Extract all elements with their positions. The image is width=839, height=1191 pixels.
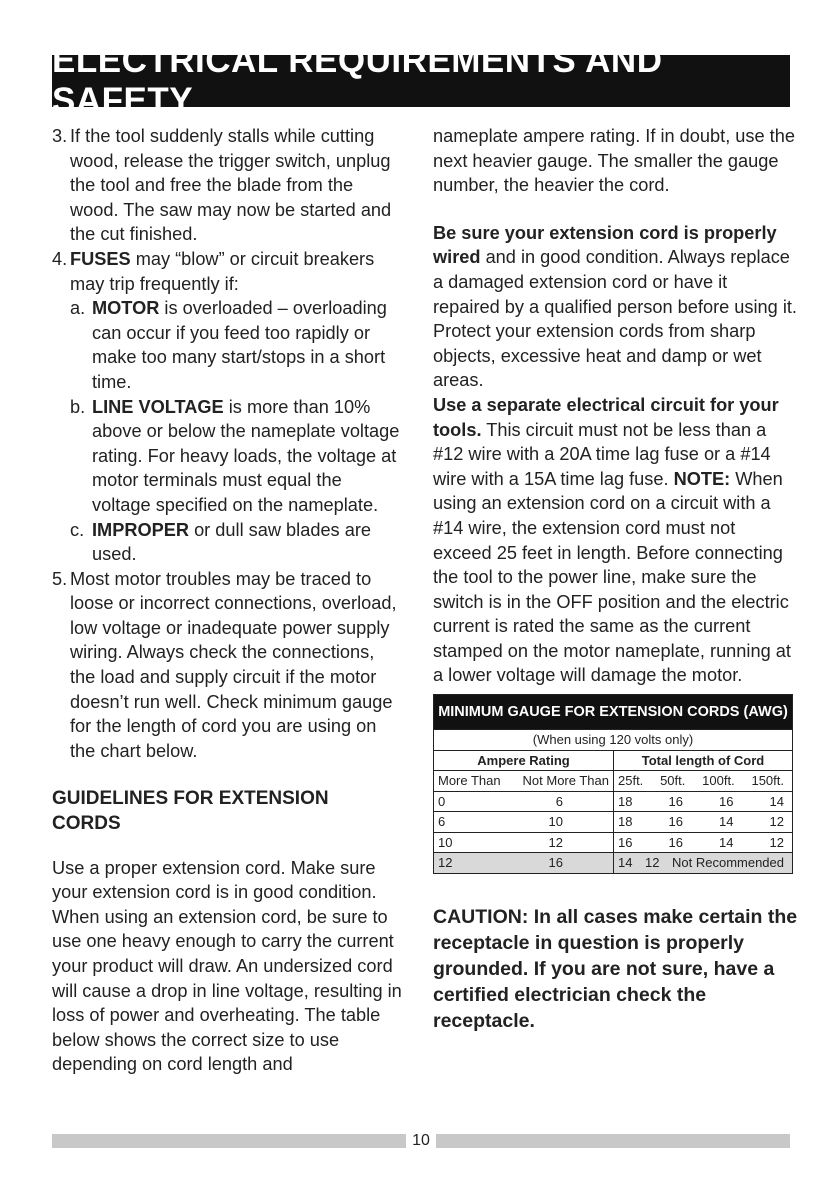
circuit-paragraph: Use a separate electrical circuit for your tools. This circuit must not be less than a #12 wire with a 20A time lag fuse or a #14 wire with a 15A time lag fuse. NOTE: When using an extension cord on a circuit with a #14 wire, the extension cord must not exceed 25 feet in length. Before connecting the tool to the power line, make sure the switch is in the OFF position and the electric current is rated the same as the current stamped on the motor nameplate, running at a lower voltage will damage the motor. — [433, 394, 791, 686]
section-heading: GUIDELINES FOR EXTENSION CORDS — [52, 788, 329, 835]
page-number: 10 — [412, 1132, 430, 1149]
guidelines-text: Use a proper extension cord. Make sure your extension cord is in good condition. When using an extension cord, be sure to use one heavy enough to carry the current your product will draw. An undersized cord will cause a drop in line voltage, resulting in loss of power and overheating. The table below shows the correct size to use depending on cord length and — [52, 857, 402, 1075]
list-item-4a: a. MOTOR is overloaded – overloading can occur if you feed too rapidly or make too many start/stops in a short time. — [70, 298, 387, 392]
left-column — [52, 124, 402, 1077]
table-row: 12 16 14 12 Not Recommended — [434, 852, 792, 873]
list-item-4b: b. LINE VOLTAGE is more than 10% above or below the nameplate voltage rating. For heavy loads, the voltage at motor terminals must equal the voltage specified on the nameplate. — [70, 396, 400, 515]
table-title: MINIMUM GAUGE FOR EXTENSION CORDS (AWG) — [434, 695, 792, 729]
list-item-5: 5. Most motor troubles may be traced to loose or incorrect connections, overload, low voltage or inadequate power supply wiring. Always check the connections, the load and supply circuit if the motor doesn’t run well. Check minimum gauge for the length of cord you are using on the chart below. — [52, 568, 397, 761]
wiring-paragraph: Be sure your extension cord is properly wired and in good condition. Always replace a damaged extension cord or have it repaired by a qualified person before using it. Protect your extension cords from sharp objects, excessive heat and damp or wet areas. — [433, 222, 797, 391]
table-note: (When using 120 volts only) — [434, 729, 792, 750]
gauge-table — [433, 694, 793, 874]
table-subheader: More Than Not More Than 25ft. 50ft. 100ft. 150ft. — [434, 770, 792, 791]
footer-bar-left — [52, 1134, 406, 1148]
right-column — [433, 124, 798, 1053]
continued-text: nameplate ampere rating. If in doubt, use the next heavier gauge. The smaller the gauge number, the heavier the cord. — [433, 126, 795, 196]
table-row: 10 12 16 16 14 12 — [434, 832, 792, 853]
table-row: 0 6 18 16 16 14 — [434, 791, 792, 812]
table-header: Ampere Rating Total length of Cord — [434, 750, 792, 771]
caution-text: CAUTION: In all cases make certain the receptacle in question is properly grounded. If you are not sure, have a certified electrician check the receptacle. — [433, 905, 798, 1032]
list-item-4c: c. IMPROPER or dull saw blades are used. — [70, 519, 371, 565]
footer-bar-right — [436, 1134, 790, 1148]
page-title: ELECTRICAL REQUIREMENTS AND SAFETY — [52, 55, 790, 107]
page-footer — [52, 1133, 790, 1149]
list-item-4: 4. FUSES may “blow” or circuit breakers may trip frequently if: — [52, 248, 375, 294]
table-row: 6 10 18 16 14 12 — [434, 811, 792, 832]
list-item-3: 3. If the tool suddenly stalls while cutting wood, release the trigger switch, unplug the tool and free the blade from the wood. The saw may now be started and the cut finished. — [52, 126, 392, 245]
